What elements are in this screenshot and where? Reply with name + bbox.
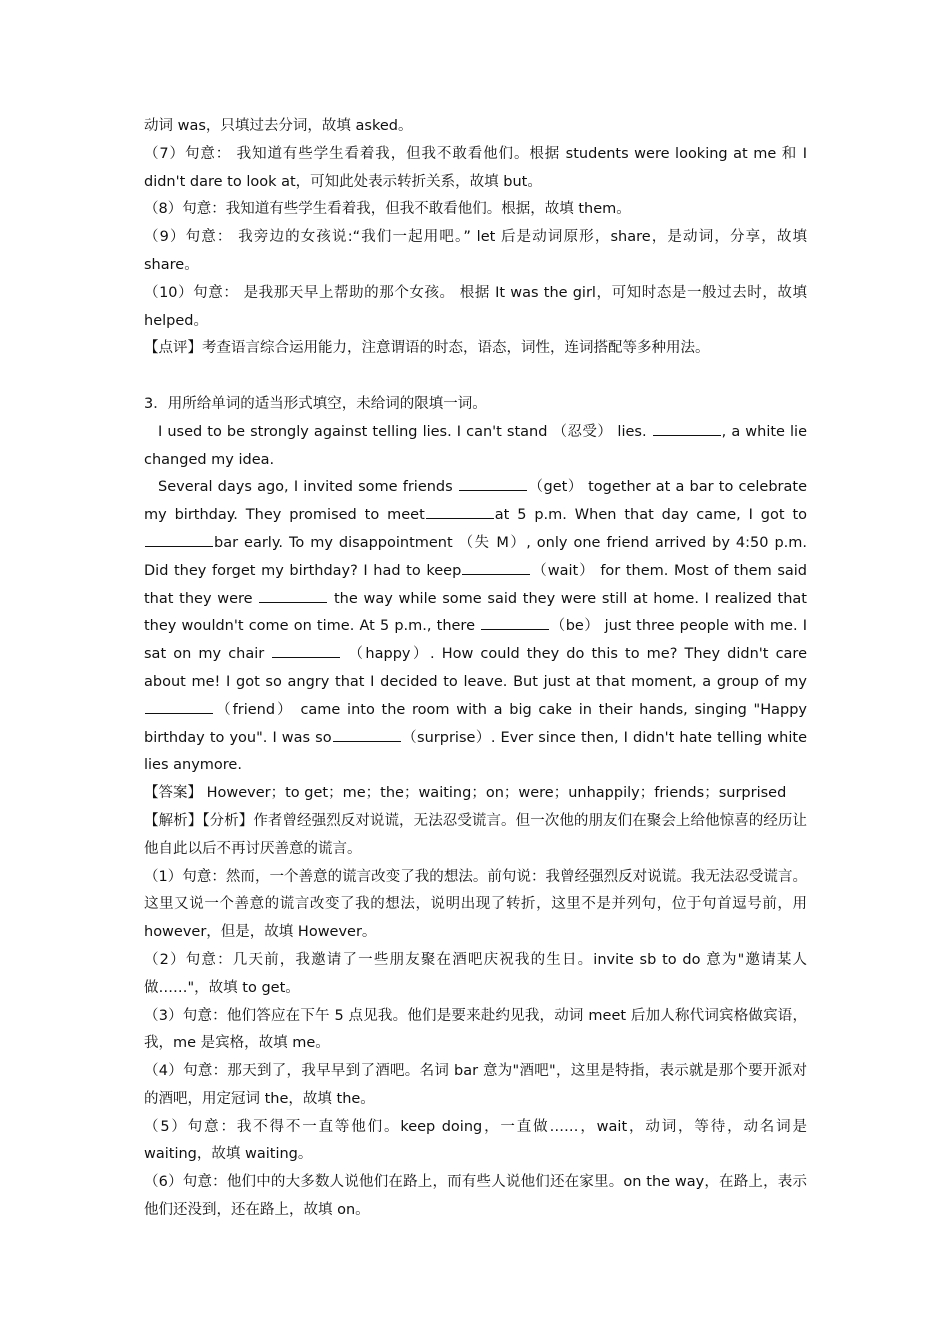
answer-blank[interactable]: [459, 474, 527, 491]
answer-line: 【答案】 However；to get；me；the；waiting；on；were；unhappily；friends；surprised: [144, 785, 787, 802]
comment-line: 【点评】考查语言综合运用能力，注意谓语的时态，语态，词性，连词搭配等多种用法。: [144, 340, 710, 357]
document-page: [144, 113, 807, 1225]
analysis-line-9: （9）句意： 我旁边的女孩说:“我们一起用吧。” let 后是动词原形，share，是动词，分享，故填 share。: [144, 229, 807, 273]
answer-blank[interactable]: [259, 586, 327, 603]
answer-blank[interactable]: [462, 558, 530, 575]
passage-text: at 5 p.m. When that day came, I got to: [494, 507, 808, 524]
answer-blank[interactable]: [653, 419, 721, 436]
passage-text: Several days ago, I invited some friends: [158, 479, 458, 496]
analysis-item-3: （3）句意：他们答应在下午 5 点见我。他们是要来赴约见我，动词 meet 后加人称代词宾格做宾语，我，me 是宾格，故填 me。: [144, 1007, 807, 1052]
passage-text: （surprise）. Ever since then, I didn't hate telling white lies anymore.: [144, 729, 807, 774]
analysis-line-7: （7）句意： 我知道有些学生看着我，但我不敢看他们。根据 students were looking at me 和 I didn't dare to look at，可知此处表示转折关系，故填 but。: [144, 145, 807, 190]
analysis-line-6: 动词 was，只填过去分词，故填 asked。: [144, 118, 413, 134]
passage-text: （happy）. How could they do this to me? They didn't care about me! I got so angry that I decided to leave. But just at that moment, a group of my: [144, 646, 807, 690]
passage-text: （friend） came into the room with a big cake in their hands, singing "Happy birthday to you". I was so: [144, 701, 807, 746]
passage-text: I used to be strongly against telling lies. I can't stand （忍受） lies.: [158, 423, 652, 440]
question-instruction: 3．用所给单词的适当形式填空，未给词的限填一词。: [144, 395, 487, 412]
analysis-item-2: （2）句意：几天前，我邀请了一些朋友聚在酒吧庆祝我的生日。invite sb to do 意为"邀请某人做……"，故填 to get。: [144, 951, 807, 996]
analysis-line-8: （8）句意：我知道有些学生看着我，但我不敢看他们。根据，故填 them。: [144, 201, 631, 218]
analysis-summary: 【解析】【分析】作者曾经强烈反对说谎，无法忍受谎言。但一次他的朋友们在聚会上给他惊喜的经历让他自此以后不再讨厌善意的谎言。: [144, 812, 807, 857]
passage-paragraph-1: [144, 419, 807, 475]
analysis-item-6: （6）句意：他们中的大多数人说他们在路上，而有些人说他们还在家里。on the way，在路上，表示他们还没到，还在路上，故填 on。: [144, 1174, 807, 1219]
answer-blank[interactable]: [145, 530, 213, 547]
passage-text: bar early. To my disappointment （失 M）, only one friend arrived by 4:50 p.m. Did they forget my birthday? I had to keep: [144, 534, 807, 579]
answer-blank[interactable]: [481, 613, 549, 630]
passage-text: （be） just three people with me. I sat on my chair: [144, 618, 807, 663]
analysis-item-5: （5）句意：我不得不一直等他们。keep doing，一直做……，wait，动词，等待，动名词是 waiting，故填 waiting。: [144, 1118, 807, 1163]
answer-blank[interactable]: [426, 502, 494, 519]
passage-paragraph-2: [144, 474, 807, 780]
answer-blank[interactable]: [145, 697, 213, 714]
analysis-item-1: （1）句意：然而，一个善意的谎言改变了我的想法。前句说：我曾经强烈反对说谎。我无法忍受谎言。这里又说一个善意的谎言改变了我的想法，说明出现了转折，这里不是并列句，位于句首逗号前，用 however，但是，故填 However。: [144, 868, 807, 941]
passage-text: （get） together at a bar to celebrate my birthday. They promised to meet: [144, 479, 807, 524]
passage-text: , a white lie changed my idea.: [144, 423, 808, 468]
passage-text: the way while some said they were still at home. I realized that they wouldn't come on time. At 5 p.m., there: [144, 590, 807, 635]
analysis-line-10: （10）句意： 是我那天早上帮助的那个女孩。 根据 It was the girl，可知时态是一般过去时，故填 helped。: [144, 284, 807, 329]
passage-text: （wait） for them. Most of them said that they were: [144, 562, 807, 607]
spacer: [144, 363, 807, 391]
answer-blank[interactable]: [333, 725, 401, 742]
answer-blank[interactable]: [272, 641, 340, 658]
analysis-item-4: （4）句意：那天到了，我早早到了酒吧。名词 bar 意为"酒吧"，这里是特指，表示就是那个要开派对的酒吧，用定冠词 the，故填 the。: [144, 1063, 807, 1107]
